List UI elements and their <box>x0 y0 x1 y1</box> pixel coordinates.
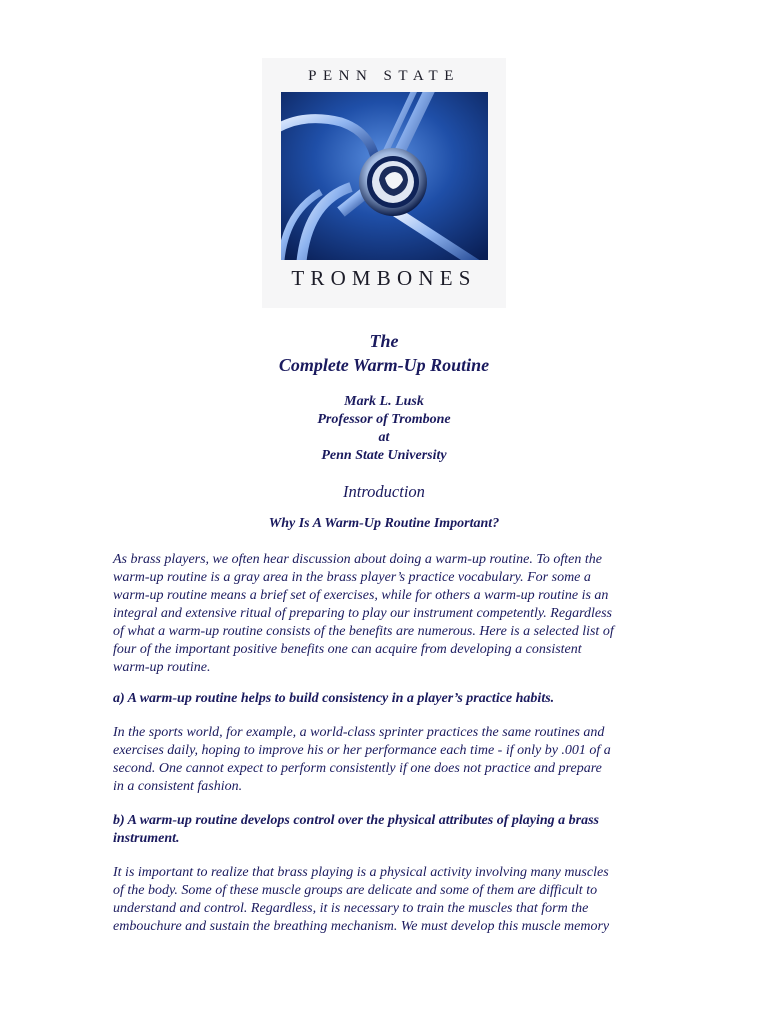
paragraph-line: warm-up routine means a brief set of exercises, while for others a warm-up routine is an <box>113 588 609 603</box>
introduction-paragraph <box>113 551 661 677</box>
author-name: Mark L. Lusk <box>344 394 424 409</box>
title-line-1: The <box>369 331 399 351</box>
penn-state-trombones-logo <box>262 58 506 308</box>
heading-line: b) A warm-up routine develops control over the physical attributes of playing a brass <box>113 813 600 828</box>
paragraph-line: of what a warm-up routine consists of the benefits are numerous. Here is a selected list of <box>113 624 614 639</box>
paragraph-line: warm-up routine is a gray area in the brass player’s practice vocabulary. For some a <box>113 570 591 585</box>
paragraph-line: integral and extensive ritual of preparing to play our instrument competently. Regardless <box>113 606 613 621</box>
paragraph-line: As brass players, we often hear discussion about doing a warm-up routine. To often the <box>113 552 602 567</box>
heading-line: a) A warm-up routine helps to build consistency in a player’s practice habits. <box>113 691 555 706</box>
paragraph-line: understand and control. Regardless, it is necessary to train the muscles that form the <box>113 901 589 916</box>
heading-line: instrument. <box>113 831 180 846</box>
paragraph-line: second. One cannot expect to perform consistently if one does not practice and prepare <box>113 761 602 776</box>
paragraph-line: In the sports world, for example, a world-class sprinter practices the same routines and <box>113 725 605 740</box>
paragraph-line: of the body. Some of these muscle groups are delicate and some of them are difficult to <box>113 883 598 898</box>
document-title: Complete Warm-Up Routine <box>278 355 490 375</box>
author-institution: Penn State University <box>321 448 447 463</box>
section-b-heading <box>113 812 661 848</box>
section-b-paragraph <box>113 864 661 936</box>
paragraph-line: in a consistent fashion. <box>113 779 243 794</box>
logo-top-text: PENN STATE <box>308 68 460 84</box>
section-a-heading <box>113 690 661 708</box>
paragraph-line: embouchure and sustain the breathing mechanism. We must develop this muscle memory <box>113 919 610 934</box>
introduction-subheading: Why Is A Warm-Up Routine Important? <box>268 516 500 531</box>
author-position: Professor of Trombone <box>317 412 451 427</box>
logo-bottom-text: TROMBONES <box>291 266 477 290</box>
section-a-paragraph <box>113 724 661 796</box>
paragraph-line: It is important to realize that brass playing is a physical activity involving many muscles <box>113 865 609 880</box>
paragraph-line: exercises daily, hoping to improve his or her performance each time - if only by .001 of a <box>113 743 611 758</box>
paragraph-line: warm-up routine. <box>113 660 211 675</box>
trombone-logo-image <box>281 92 488 260</box>
author-at: at <box>378 430 390 445</box>
paragraph-line: four of the important positive benefits one can acquire from developing a consistent <box>113 642 582 657</box>
introduction-heading: Introduction <box>343 482 425 501</box>
